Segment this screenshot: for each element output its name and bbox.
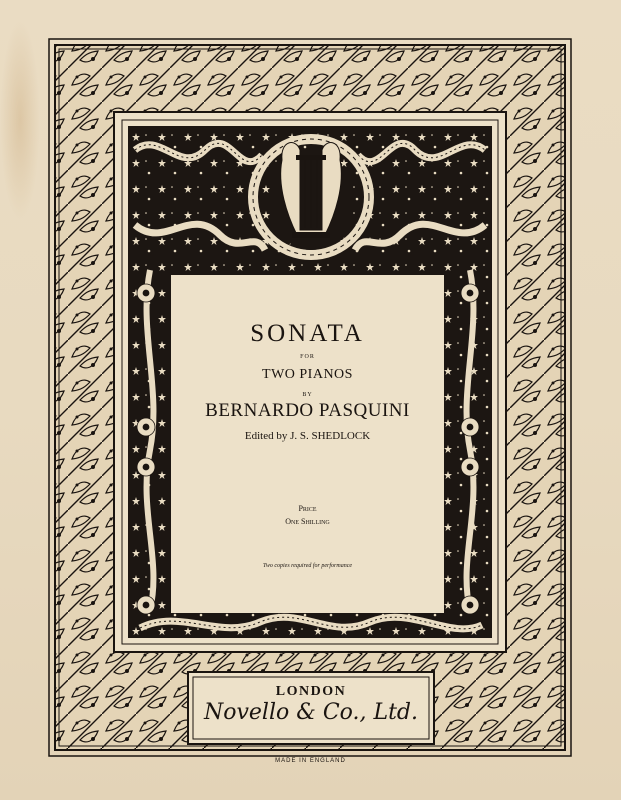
price-value: One Shilling bbox=[285, 517, 330, 526]
for-label: FOR bbox=[300, 354, 315, 360]
title-panel bbox=[171, 275, 444, 613]
publisher-city: LONDON bbox=[275, 684, 347, 699]
publisher-panel bbox=[196, 680, 426, 736]
composer-name: BERNARDO PASQUINI bbox=[205, 400, 410, 421]
by-label: BY bbox=[302, 392, 313, 398]
instrumentation: TWO PIANOS bbox=[262, 367, 353, 382]
publisher-name: Novello & Co., Ltd. bbox=[203, 700, 419, 725]
made-in-imprint: MADE IN ENGLAND bbox=[275, 758, 346, 764]
price-label: Price bbox=[298, 504, 317, 513]
lyre-crest bbox=[253, 139, 369, 255]
editor-credit: Edited by J. S. SHEDLOCK bbox=[244, 430, 371, 442]
performance-note: Two copies required for performance bbox=[262, 563, 353, 569]
work-title: SONATA bbox=[250, 320, 365, 347]
